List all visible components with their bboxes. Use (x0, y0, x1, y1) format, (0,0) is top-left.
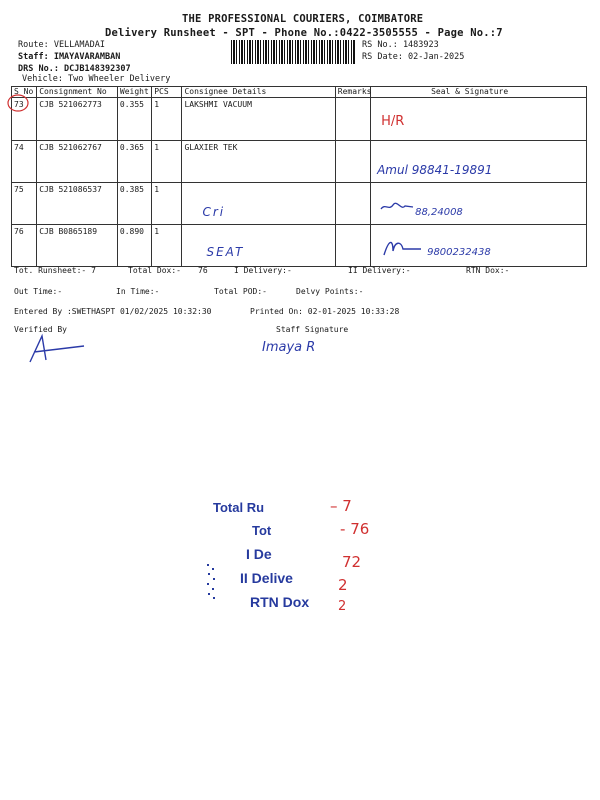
total-dox-label: Total Dox:- (128, 266, 181, 275)
verified-signature-icon (24, 332, 94, 366)
staff-signature-label: Staff Signature (276, 325, 349, 334)
route-label: Route: VELLAMADAI (18, 40, 105, 50)
col-pcs: PCS (152, 87, 182, 98)
signature-text: Amul 98841-19891 (377, 163, 493, 177)
col-consignment: Consignment No (37, 87, 118, 98)
rs-number: RS No.: 1483923 (362, 40, 439, 50)
barcode (231, 40, 355, 64)
cell-consignee (182, 225, 335, 267)
signature-scribble (379, 201, 415, 216)
cell-signature (371, 98, 587, 141)
col-consignee: Consignee Details (182, 87, 335, 98)
cell-weight: 0.385 (117, 183, 151, 225)
cell-remarks (335, 141, 370, 183)
cell-weight: 0.365 (117, 141, 151, 183)
cell-consignment: CJB B0865189 (37, 225, 118, 267)
cell-sno: 74 (12, 141, 37, 183)
out-time-label: Out Time:- (14, 287, 63, 296)
table-row (12, 98, 587, 141)
stamp-dots-icon (205, 562, 219, 602)
in-time-label: In Time:- (116, 287, 160, 296)
rs-date: RS Date: 02-Jan-2025 (362, 52, 465, 62)
cell-consignee: GLAXIER TEK (182, 141, 335, 183)
table-row (12, 225, 587, 267)
handwritten-note: SEAT (206, 245, 245, 259)
circle-mark-icon (6, 94, 32, 116)
cell-consignee (182, 183, 335, 225)
cell-consignment: CJB 521062773 (37, 98, 118, 141)
stamp-line-5: RTN Dox (250, 594, 310, 610)
signature-text: 88,24008 (415, 207, 463, 218)
stamp-line-1: Total Ru (213, 500, 265, 515)
rtn-dox-label: RTN Dox:- (466, 266, 510, 275)
stamp-value-4: 2 (338, 576, 348, 594)
staff-handwritten-signature: Imaya R (262, 340, 316, 355)
col-weight: Weight (117, 87, 151, 98)
verified-by-label: Verified By (14, 325, 67, 334)
cell-consignee: LAKSHMI VACUUM (182, 98, 335, 141)
total-dox-value: 76 (198, 266, 208, 275)
cell-consignment: CJB 521086537 (37, 183, 118, 225)
signature-icon (381, 235, 425, 259)
company-name: THE PROFESSIONAL COURIERS, COIMBATORE (182, 13, 424, 25)
cell-pcs: 1 (152, 183, 182, 225)
delvy-points-label: Delvy Points:- (296, 287, 364, 296)
signature-text: 9800232438 (427, 247, 491, 258)
runsheet-subtitle: Delivery Runsheet - SPT - Phone No.:0422-3505555 - Page No.:7 (105, 27, 503, 39)
col-seal: Seal & Signature (371, 87, 587, 98)
stamp-line-2: Tot (252, 523, 272, 538)
cell-weight: 0.355 (117, 98, 151, 141)
table-header-row (12, 87, 587, 98)
cell-consignment: CJB 521062767 (37, 141, 118, 183)
stamp-value-1: – 7 (330, 497, 352, 515)
cell-remarks (335, 98, 370, 141)
signature-icon (379, 201, 415, 213)
cell-signature (371, 183, 587, 225)
printed-on: Printed On: 02-01-2025 10:33:28 (250, 307, 400, 316)
cell-sno: 73 (12, 98, 37, 141)
delivery-table (11, 86, 587, 267)
cell-pcs: 1 (152, 141, 182, 183)
entered-by: Entered By :SWETHASPT 01/02/2025 10:32:30 (14, 307, 212, 316)
signature-scribble (381, 235, 425, 261)
cell-sno: 75 (12, 183, 37, 225)
drs-label: DRS No.: DCJB148392307 (18, 64, 131, 74)
col-remarks: Remarks (335, 87, 370, 98)
cell-signature (371, 225, 587, 267)
stamp-value-3: 72 (342, 553, 362, 571)
vehicle-label: Vehicle: Two Wheeler Delivery (22, 74, 171, 84)
table-row (12, 141, 587, 183)
cell-sno: 76 (12, 225, 37, 267)
col-sno: S No (12, 87, 37, 98)
total-runsheet: Tot. Runsheet:- 7 (14, 266, 96, 275)
stamp-value-5: 2 (338, 599, 347, 614)
stamp-line-4: II Delive (240, 570, 293, 586)
stamp-value-2: - 76 (340, 520, 370, 538)
cell-pcs: 1 (152, 225, 182, 267)
staff-label: Staff: IMAYAVARAMBAN (18, 52, 121, 62)
cell-remarks (335, 183, 370, 225)
stamp-line-3: I De (246, 546, 272, 562)
cell-signature (371, 141, 587, 183)
cell-remarks (335, 225, 370, 267)
handwritten-note: Cri (202, 205, 226, 219)
cell-weight: 0.890 (117, 225, 151, 267)
cell-pcs: 1 (152, 98, 182, 141)
i-delivery-label: I Delivery:- (234, 266, 292, 275)
total-pod-label: Total POD:- (214, 287, 267, 296)
signature-text: H/R (381, 114, 405, 129)
table-row (12, 183, 587, 225)
ii-delivery-label: II Delivery:- (348, 266, 411, 275)
